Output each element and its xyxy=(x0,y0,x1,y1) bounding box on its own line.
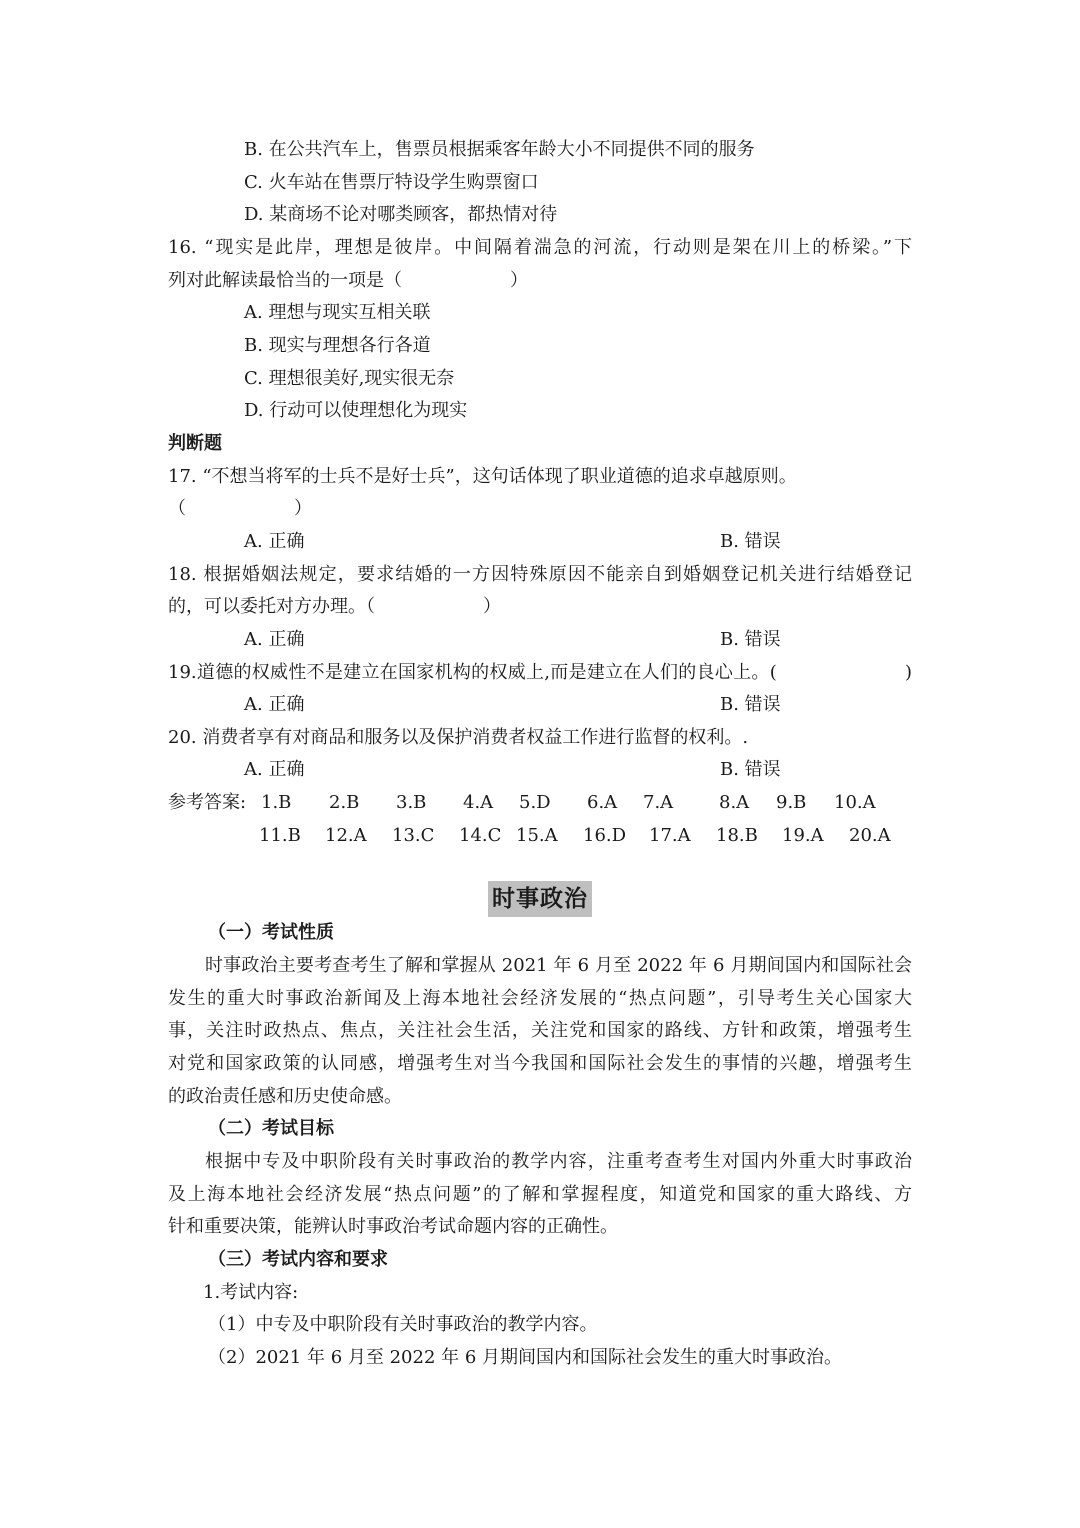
part2-heading: （二）考试目标 xyxy=(208,1118,334,1139)
q19-option-a: A. 正确 xyxy=(244,694,305,715)
q16-question-line2: 列对此解读最恰当的一项是（ ） xyxy=(168,270,528,291)
answer-item: 13.C xyxy=(392,825,435,846)
q20-option-a: A. 正确 xyxy=(244,759,305,780)
part1-paragraph-line: 对党和国家政策的认同感，增强考生对当今我国和国际社会发生的事情的兴趣，增强考生 xyxy=(168,1053,912,1074)
part3-subitem-1: （1）中专及中职阶段有关时事政治的教学内容。 xyxy=(208,1314,598,1335)
part3-heading: （三）考试内容和要求 xyxy=(208,1249,388,1270)
q18-option-b: B. 错误 xyxy=(720,629,781,650)
answer-item: 2.B xyxy=(329,792,360,813)
part1-paragraph-line: 时事政治主要考查考生了解和掌握从 2021 年 6 月至 2022 年 6 月期间国内和国际社会 xyxy=(205,955,912,976)
q20-option-b: B. 错误 xyxy=(720,759,781,780)
q15-option-c: C. 火车站在售票厅特设学生购票窗口 xyxy=(244,172,539,193)
answer-item: 17.A xyxy=(649,825,691,846)
q16-question-line1: 16. “现实是此岸，理想是彼岸。中间隔着湍急的河流，行动则是架在川上的桥梁。”下 xyxy=(168,237,912,258)
part2-paragraph-line: 及上海本地社会经济发展“热点问题”的了解和掌握程度，知道党和国家的重大路线、方 xyxy=(168,1184,912,1205)
answer-item: 18.B xyxy=(716,825,758,846)
part1-paragraph-line: 的政治责任感和历史使命感。 xyxy=(168,1086,402,1107)
section-title: 时事政治 xyxy=(488,881,592,917)
part1-paragraph-line: 发生的重大时事政治新闻及上海本地社会经济发展的“热点问题”，引导考生关心国家大 xyxy=(168,988,912,1009)
answer-item: 1.B xyxy=(261,792,292,813)
q15-option-d: D. 某商场不论对哪类顾客，都热情对待 xyxy=(244,204,558,225)
q19-question-line1: 19.道德的权威性不是建立在国家机构的权威上,而是建立在人们的良心上。( ) xyxy=(168,662,912,683)
q16-option-a: A. 理想与现实互相关联 xyxy=(244,302,431,323)
answer-item: 5.D xyxy=(519,792,551,813)
answer-item: 8.A xyxy=(719,792,750,813)
q19-option-b: B. 错误 xyxy=(720,694,781,715)
q15-option-b: B. 在公共汽车上，售票员根据乘客年龄大小不同提供不同的服务 xyxy=(244,139,755,160)
q18-question-line1: 18. 根据婚姻法规定，要求结婚的一方因特殊原因不能亲自到婚姻登记机关进行结婚登记 xyxy=(168,564,912,585)
answer-item: 9.B xyxy=(776,792,807,813)
answer-item: 19.A xyxy=(782,825,824,846)
part3-item-1: 1.考试内容: xyxy=(203,1282,299,1303)
q16-option-b: B. 现实与理想各行各道 xyxy=(244,335,431,356)
q18-option-a: A. 正确 xyxy=(244,629,305,650)
q17-option-a: A. 正确 xyxy=(244,531,305,552)
answer-item: 15.A xyxy=(516,825,558,846)
answer-item: 4.A xyxy=(463,792,494,813)
q17-question-line2: （ ） xyxy=(168,498,312,519)
q18-question-line2: 的，可以委托对方办理。（ ） xyxy=(168,596,501,617)
section-heading-judgment: 判断题 xyxy=(168,433,222,454)
answer-item: 3.B xyxy=(396,792,427,813)
answer-item: 11.B xyxy=(259,825,301,846)
q17-option-b: B. 错误 xyxy=(720,531,781,552)
part1-heading: （一）考试性质 xyxy=(208,922,334,943)
q20-question-line1: 20. 消费者享有对商品和服务以及保护消费者权益工作进行监督的权利。. xyxy=(168,727,749,748)
q17-question-line1: 17. “不想当将军的士兵不是好士兵”，这句话体现了职业道德的追求卓越原则。 xyxy=(168,466,797,487)
answer-item: 14.C xyxy=(459,825,502,846)
q16-option-d: D. 行动可以使理想化为现实 xyxy=(244,400,468,421)
answer-item: 7.A xyxy=(643,792,674,813)
part2-paragraph-line: 针和重要决策，能辨认时事政治考试命题内容的正确性。 xyxy=(168,1216,618,1237)
answer-item: 20.A xyxy=(849,825,891,846)
part3-subitem-2: （2）2021 年 6 月至 2022 年 6 月期间国内和国际社会发生的重大时事政治。 xyxy=(208,1347,843,1368)
answer-item: 16.D xyxy=(583,825,627,846)
q16-option-c: C. 理想很美好,现实很无奈 xyxy=(244,368,455,389)
part1-paragraph-line: 事，关注时政热点、焦点，关注社会生活，关注党和国家的路线、方针和政策，增强考生 xyxy=(168,1020,912,1041)
answer-item: 10.A xyxy=(834,792,876,813)
answer-item: 12.A xyxy=(325,825,367,846)
answer-item: 6.A xyxy=(587,792,618,813)
part2-paragraph-line: 根据中专及中职阶段有关时事政治的教学内容，注重考查考生对国内外重大时事政治 xyxy=(205,1151,912,1172)
answer-key-label: 参考答案: xyxy=(168,792,247,813)
